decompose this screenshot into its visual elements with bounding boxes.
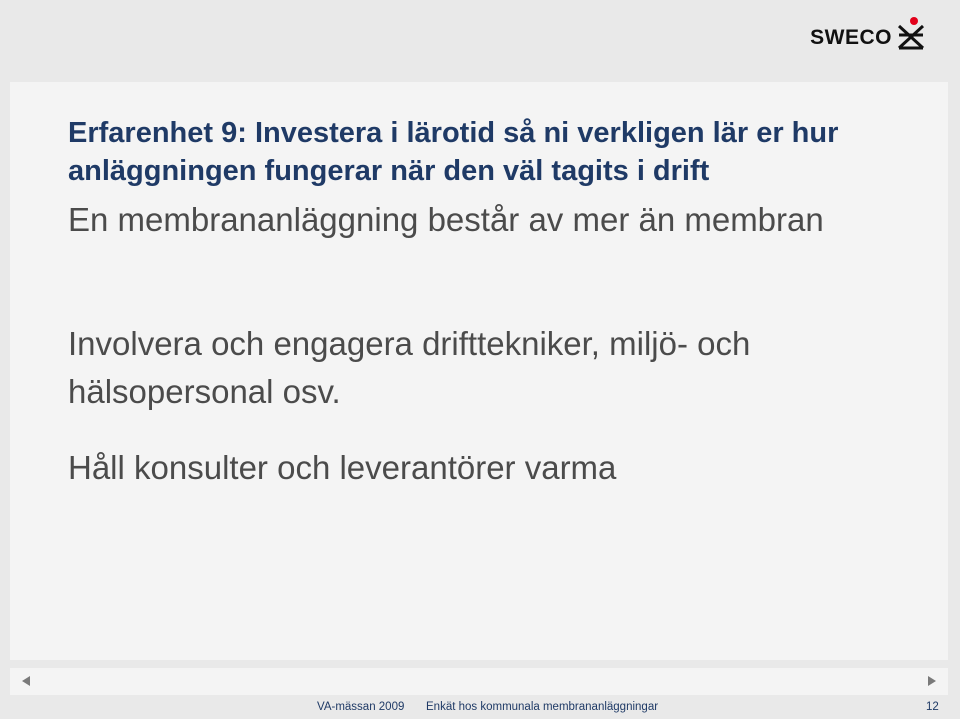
footer-page-number: 12 (926, 701, 939, 713)
sweco-logo (810, 16, 926, 50)
triangle-left-icon[interactable] (22, 676, 30, 686)
sweco-symbol-icon (896, 16, 926, 50)
content-panel (10, 82, 948, 660)
bullet-2: Involvera och engagera drifttekniker, miljö- och hälsopersonal osv. (68, 325, 751, 410)
logo-text: SWECO (810, 26, 892, 49)
footer-event: VA-mässan 2009 (317, 701, 405, 713)
slide-navigation-bar (10, 668, 948, 695)
bullet-1: En membrananläggning består av mer än membran (68, 201, 824, 238)
triangle-right-icon[interactable] (928, 676, 936, 686)
slide-title: Erfarenhet 9: Investera i lärotid så ni verkligen lär er hur anläggningen fungerar när den väl tagits i drift (68, 117, 839, 187)
bullet-3: Håll konsulter och leverantörer varma (68, 449, 617, 486)
footer-presentation-title: Enkät hos kommunala membrananläggningar (426, 701, 659, 713)
header-band (0, 0, 960, 82)
